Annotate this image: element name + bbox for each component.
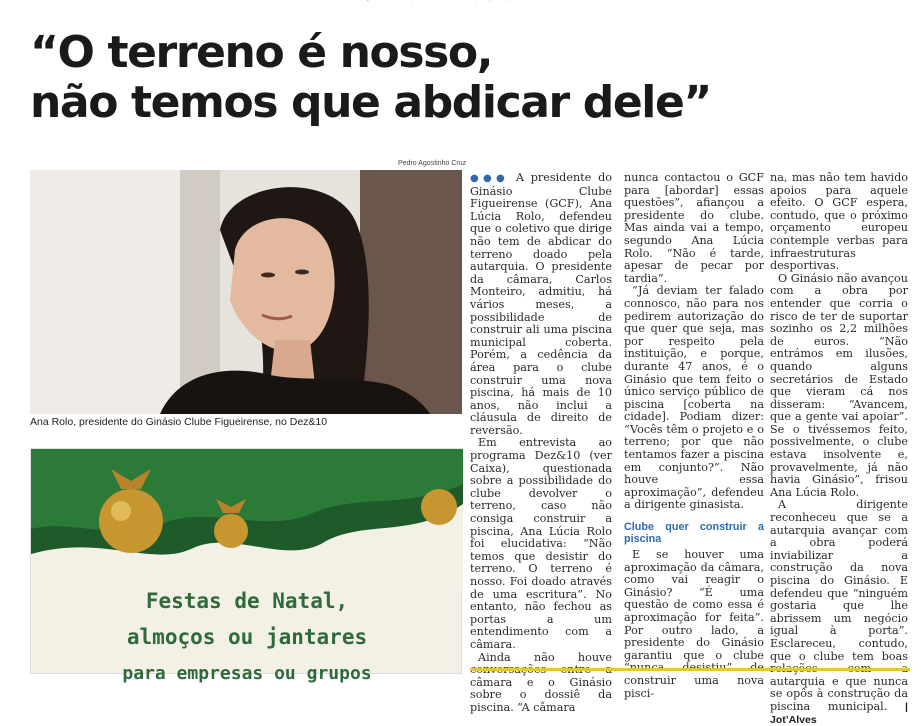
article-subhead: Clube quer construir a piscina	[624, 521, 764, 546]
bottom-rule	[470, 668, 910, 671]
ad-decoration	[31, 449, 463, 589]
article-column-3	[770, 172, 908, 726]
article-column-1	[470, 172, 612, 715]
top-strip	[0, 0, 921, 5]
paragraph: na, mas não tem havido apoios para aquele efeito. O GCF espera, contudo, que o próximo orçamento europeu contemple verbas para infraestruturas desportivas.	[770, 171, 908, 273]
paragraph: O Ginásio não avançou com a obra por entender que corria o risco de ter de suportar sozinho os 2,2 milhões de euros. “Não entrámos em ilusões, quando alguns secretários de Estado que vieram cá nos disseram: “Avancem, que a gente vai apoiar”. Se o tivéssemos feito, possivelmente, o clube estava insolvente e, provavelmente, já não havia Ginásio”, frisou Ana Lúcia Rolo.	[770, 271, 908, 499]
paragraph	[770, 499, 908, 726]
paragraph: Ainda não houve câmara e o Ginásio sobre o dossiê da piscina. “A câmara	[470, 650, 612, 714]
byline-name: Jot’Alves	[770, 713, 817, 726]
paragraph	[470, 172, 612, 437]
photo-caption: Ana Rolo, presidente do Ginásio Clube Figueirense, no Dez&10	[30, 416, 328, 428]
byline: | Jot’Alves	[770, 700, 908, 726]
christmas-ad	[30, 448, 462, 684]
headline-line-2: não temos que abdicar dele”	[30, 77, 711, 128]
ornament-small	[421, 489, 457, 525]
article-column-2	[624, 172, 764, 700]
ad-line-3: para empresas ou grupos	[122, 663, 372, 684]
headline-line-1: “O terreno é nosso,	[30, 27, 493, 78]
paragraph: nunca contactou o GCF para [abordar] essas questões”, afiançou a presidente do clube. Mas ainda vai a tempo, segundo Ana Lúcia Rolo. “Não é tarde, apesar de pecar por tardia”.	[624, 171, 764, 285]
ornament-medium	[214, 514, 248, 548]
top-strip-text	[360, 0, 529, 1]
ad-line-1: Festas de Natal,	[145, 589, 349, 613]
ornament-large	[99, 489, 163, 553]
ad-line-2: almoços ou jantares	[126, 625, 368, 649]
lead-dots: ●●●	[470, 173, 509, 184]
paragraph-text: A presidente do Ginásio Clube Figueirense (GCF), Ana Lúcia Rolo, defendeu que o coletivo que dirige não tem de abdicar do terreno doado pela autarquia. O presidente da câmara, Carlos Monteiro, admitiu, há vários meses, a possibilidade de construir ali uma piscina municipal coberta. Porém, a cedência da área para o clube construir uma nova piscina, há mais de 10 anos, não inclui a cláusula de direito de reversão.	[470, 171, 612, 437]
paragraph: Em entrevista ao programa Dez&10 (ver Caixa), questionada sobre a possibilidade do clube devolver o terreno, caso não consiga construir a piscina, Ana Lúcia Rolo foi elucidativa: “Não temos que desistir do terreno. O terreno é nosso. Foi doado através de uma escritura”. No entanto, não fechou as portas a um entendimento com a câmara.	[470, 436, 612, 651]
photo-credit: Pedro Agostinho Cruz	[398, 160, 467, 167]
paragraph-text: A dirigente reconheceu que se a autarquia avançar com a obra poderá inviabilizar a construção da nova piscina do Ginásio. E defendeu que “ninguém gostaria que lhe abrissem um negócio igual à porta”. Esclareceu, contudo, que o clube tem boas autarquia e que nunca se opôs à construção da piscina municipal.	[770, 498, 908, 713]
article-photo	[30, 170, 462, 414]
paragraph: “Já deviam ter falado connosco, não para nos pedirem autorização do que quer que seja, mas por respeito pela instituição, e porque, durante 47 anos, é o Ginásio que tem feito o único serviço público de piscina [coberta na cidade]. Podiam dizer: “Vocês têm o projeto e o terreno; por que não tentamos fazer a piscina em conjunto?”. Não houve essa aproximação”, defendeu a dirigente ginasista.	[624, 284, 764, 512]
portrait-illustration	[30, 170, 462, 414]
paragraph: E se houver uma aproximação da câmara, como vai reagir o Ginásio? “É uma questão de como essa é aproximação for feita”. Por outro lado, a presidente do Ginásio garantiu que o clube construir uma nova pisci-	[624, 548, 764, 700]
article-headline	[30, 28, 910, 128]
